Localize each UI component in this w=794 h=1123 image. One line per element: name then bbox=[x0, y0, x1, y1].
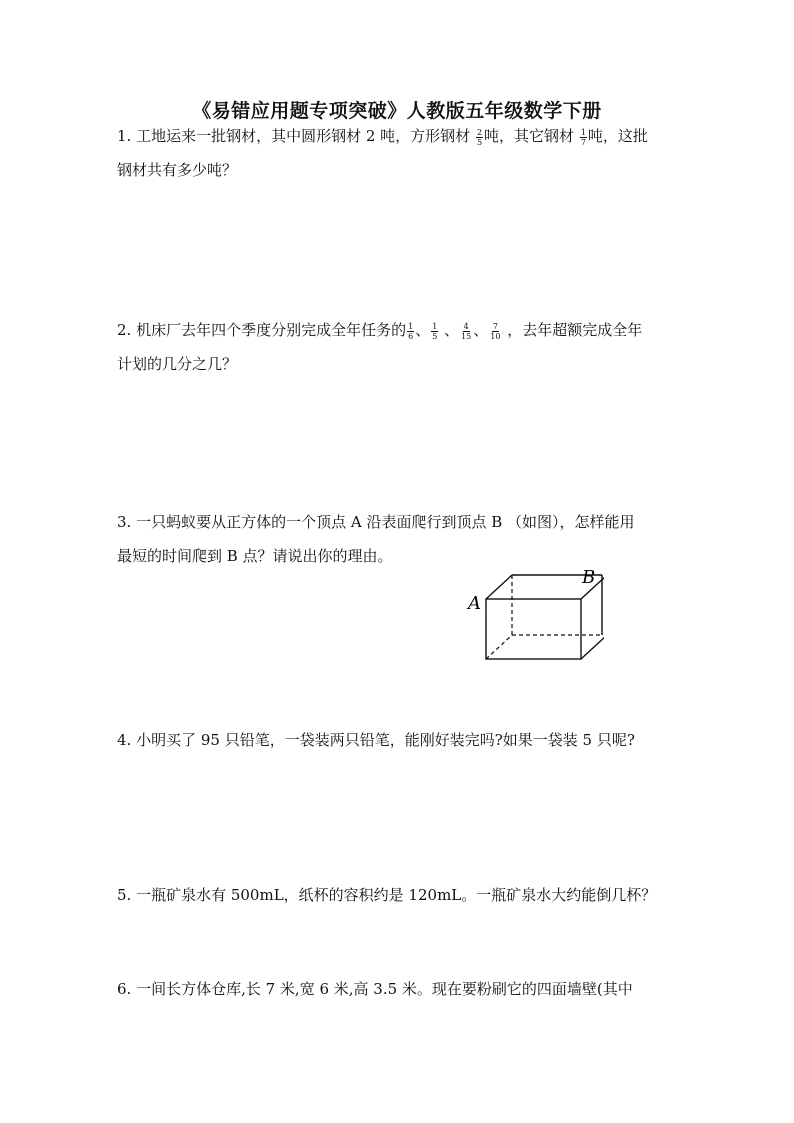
question-4-line-1: 4. 小明买了 95 只铅笔，一袋装两只铅笔，能刚好装完吗?如果一袋装 5 只呢? bbox=[117, 731, 635, 749]
question-1-line-2: 钢材共有多少吨？ bbox=[117, 161, 238, 179]
fraction-denominator: 15 bbox=[461, 331, 472, 341]
page-title: 《易错应用题专项突破》人教版五年级数学下册 bbox=[192, 100, 602, 122]
question-1-text-a: 1. 工地运来一批钢材，其中圆形钢材 2 吨，方形钢材 bbox=[117, 127, 475, 145]
question-3-line-2: 最短的时间爬到 B 点？请说出你的理由。 bbox=[117, 547, 393, 565]
fraction bbox=[460, 322, 472, 341]
fraction-denominator: 5 bbox=[476, 137, 483, 147]
question-1 bbox=[117, 119, 687, 187]
question-6-line-1: 6. 一间长方体仓库,长 7 米,宽 6 米,高 3.5 米。现在要粉刷它的四面墙壁(其中 bbox=[117, 980, 633, 998]
question-2-line-1 bbox=[117, 313, 687, 347]
question-2-line-2: 计划的几分之几？ bbox=[117, 355, 238, 373]
fraction bbox=[489, 322, 501, 341]
question-3 bbox=[117, 505, 687, 573]
vertex-label-a: A bbox=[468, 593, 481, 614]
fraction-numerator: 4 bbox=[463, 321, 469, 331]
question-2-text-b: ，去年超额完成全年 bbox=[502, 321, 643, 339]
fraction-numerator: 2 bbox=[476, 127, 483, 137]
question-5 bbox=[117, 878, 687, 912]
cube-figure bbox=[464, 565, 604, 667]
fraction bbox=[431, 322, 438, 341]
fraction-denominator: 7 bbox=[580, 137, 586, 147]
separator: 、 bbox=[439, 321, 460, 339]
question-1-text-b: 吨，其它钢材 bbox=[484, 127, 579, 145]
question-3-line-1: 3. 一只蚂蚁要从正方体的一个顶点 A 沿表面爬行到顶点 B （如图），怎样能用 bbox=[117, 513, 635, 531]
question-4 bbox=[117, 723, 687, 757]
fraction bbox=[476, 128, 483, 147]
fraction bbox=[580, 128, 587, 147]
fraction bbox=[407, 322, 414, 341]
fraction-numerator: 1 bbox=[432, 321, 438, 331]
fraction-numerator: 7 bbox=[492, 321, 498, 331]
separator: 、 bbox=[473, 321, 489, 339]
fraction-numerator: 1 bbox=[580, 127, 586, 137]
separator: 、 bbox=[415, 321, 431, 339]
fraction-denominator: 10 bbox=[490, 331, 501, 341]
question-1-line-1 bbox=[117, 119, 687, 153]
question-6 bbox=[117, 972, 687, 1006]
cube-edge bbox=[581, 635, 604, 659]
fraction-denominator: 6 bbox=[408, 331, 414, 341]
cube-front-face bbox=[486, 599, 581, 659]
cube-hidden-edge bbox=[486, 635, 512, 659]
fraction-numerator: 1 bbox=[408, 321, 414, 331]
fraction-denominator: 5 bbox=[432, 331, 438, 341]
cube-edge bbox=[486, 575, 512, 599]
vertex-label-b: B bbox=[582, 567, 596, 588]
question-1-text-c: 吨，这批 bbox=[587, 127, 648, 145]
question-2-text-a: 2. 机床厂去年四个季度分别完成全年任务的 bbox=[117, 321, 407, 339]
question-2 bbox=[117, 313, 687, 381]
question-5-line-1: 5. 一瓶矿泉水有 500mL，纸杯的容积约是 120mL。一瓶矿泉水大约能倒几杯？ bbox=[117, 886, 657, 904]
